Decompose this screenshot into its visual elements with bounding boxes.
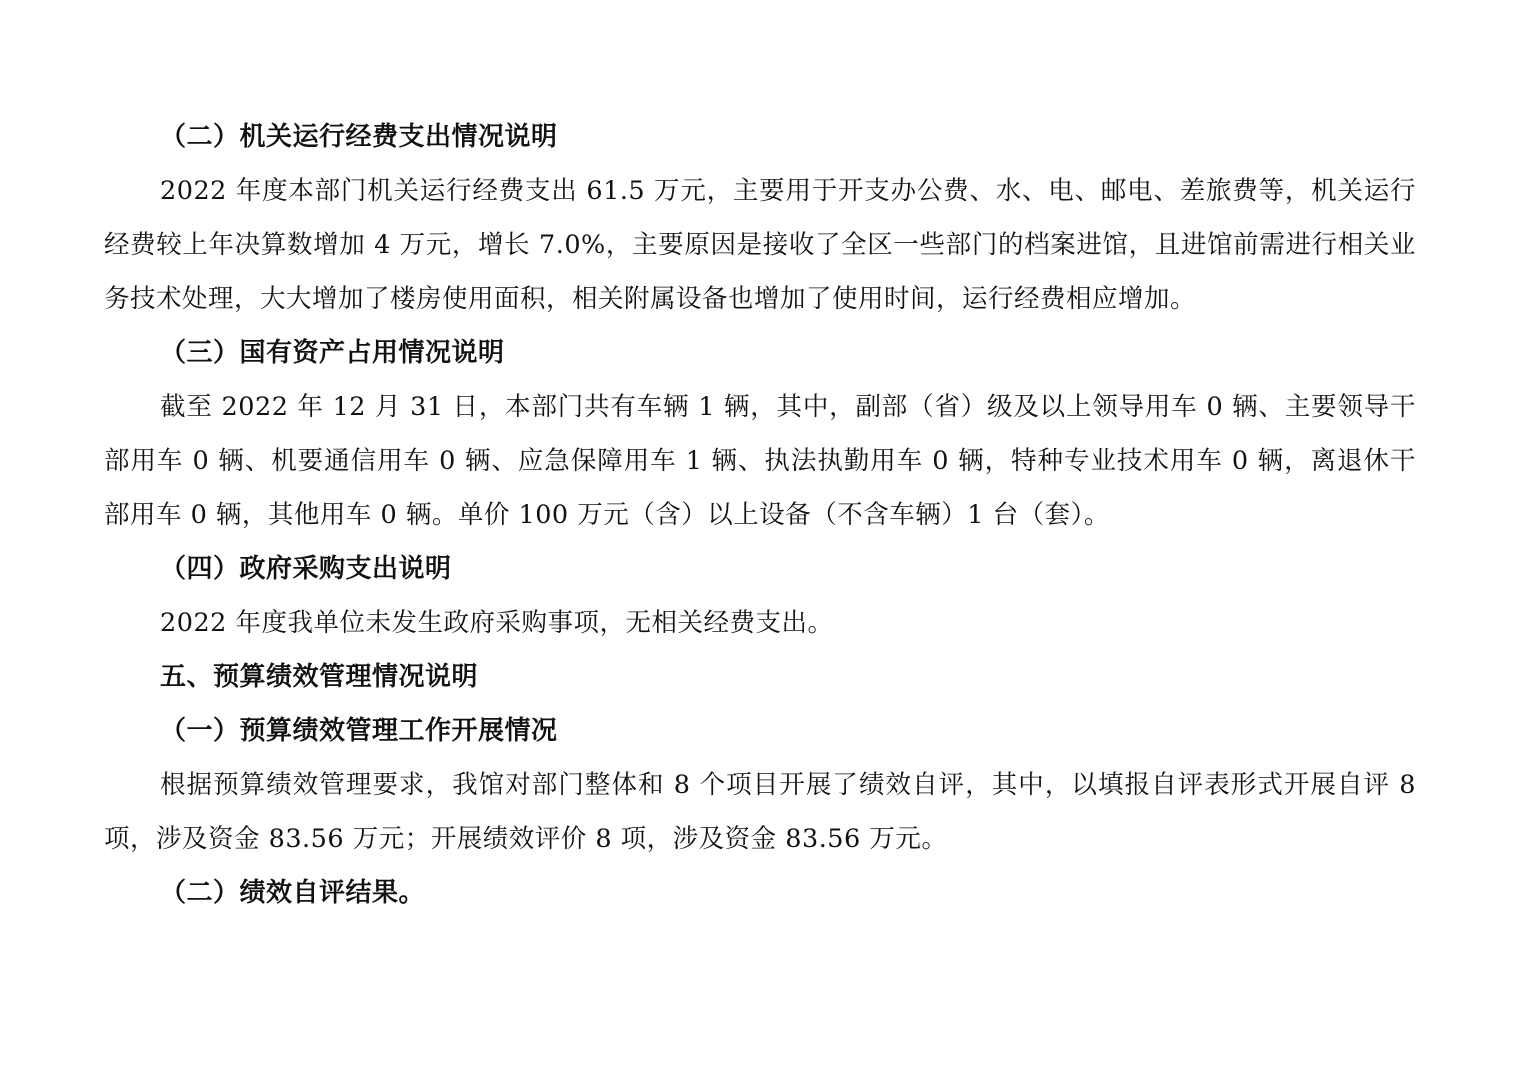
paragraph-state-assets: 截至 2022 年 12 月 31 日，本部门共有车辆 1 辆，其中，副部（省）级及以上领导用车 0 辆、主要领导干部用车 0 辆、机要通信用车 0 辆、应急保障用车 1 辆、执法执勤用车 0 辆，特种专业技术用车 0 辆，离退休干部用车 0 辆，其他用车 0 辆。单价 100 万元（含）以上设备（不含车辆）1 台（套）。 xyxy=(104,392,1416,530)
section-heading-operating-expenses: （二）机关运行经费支出情况说明 xyxy=(160,122,558,152)
paragraph-operating-expenses: 2022 年度本部门机关运行经费支出 61.5 万元，主要用于开支办公费、水、电、邮电、差旅费等，机关运行经费较上年决算数增加 4 万元，增长 7.0%，主要原因是接收了全区一些部门的档案进馆，且进馆前需进行相关业务技术处理，大大增加了楼房使用面积，相关附属设备也增加了使用时间，运行经费相应增加。 xyxy=(104,176,1416,314)
section-heading-state-assets: （三）国有资产占用情况说明 xyxy=(160,338,505,368)
paragraph-performance-work: 根据预算绩效管理要求，我馆对部门整体和 8 个项目开展了绩效自评，其中，以填报自评表形式开展自评 8 项，涉及资金 83.56 万元；开展绩效评价 8 项，涉及资金 83.56 万元。 xyxy=(104,770,1416,854)
section-heading-performance-work: （一）预算绩效管理工作开展情况 xyxy=(160,716,558,746)
paragraph-government-procurement: 2022 年度我单位未发生政府采购事项，无相关经费支出。 xyxy=(160,608,834,638)
section-heading-government-procurement: （四）政府采购支出说明 xyxy=(160,554,452,584)
section-heading-performance-management: 五、预算绩效管理情况说明 xyxy=(160,662,479,692)
document-body xyxy=(104,110,1416,920)
section-heading-self-evaluation-results: （二）绩效自评结果。 xyxy=(160,878,426,908)
